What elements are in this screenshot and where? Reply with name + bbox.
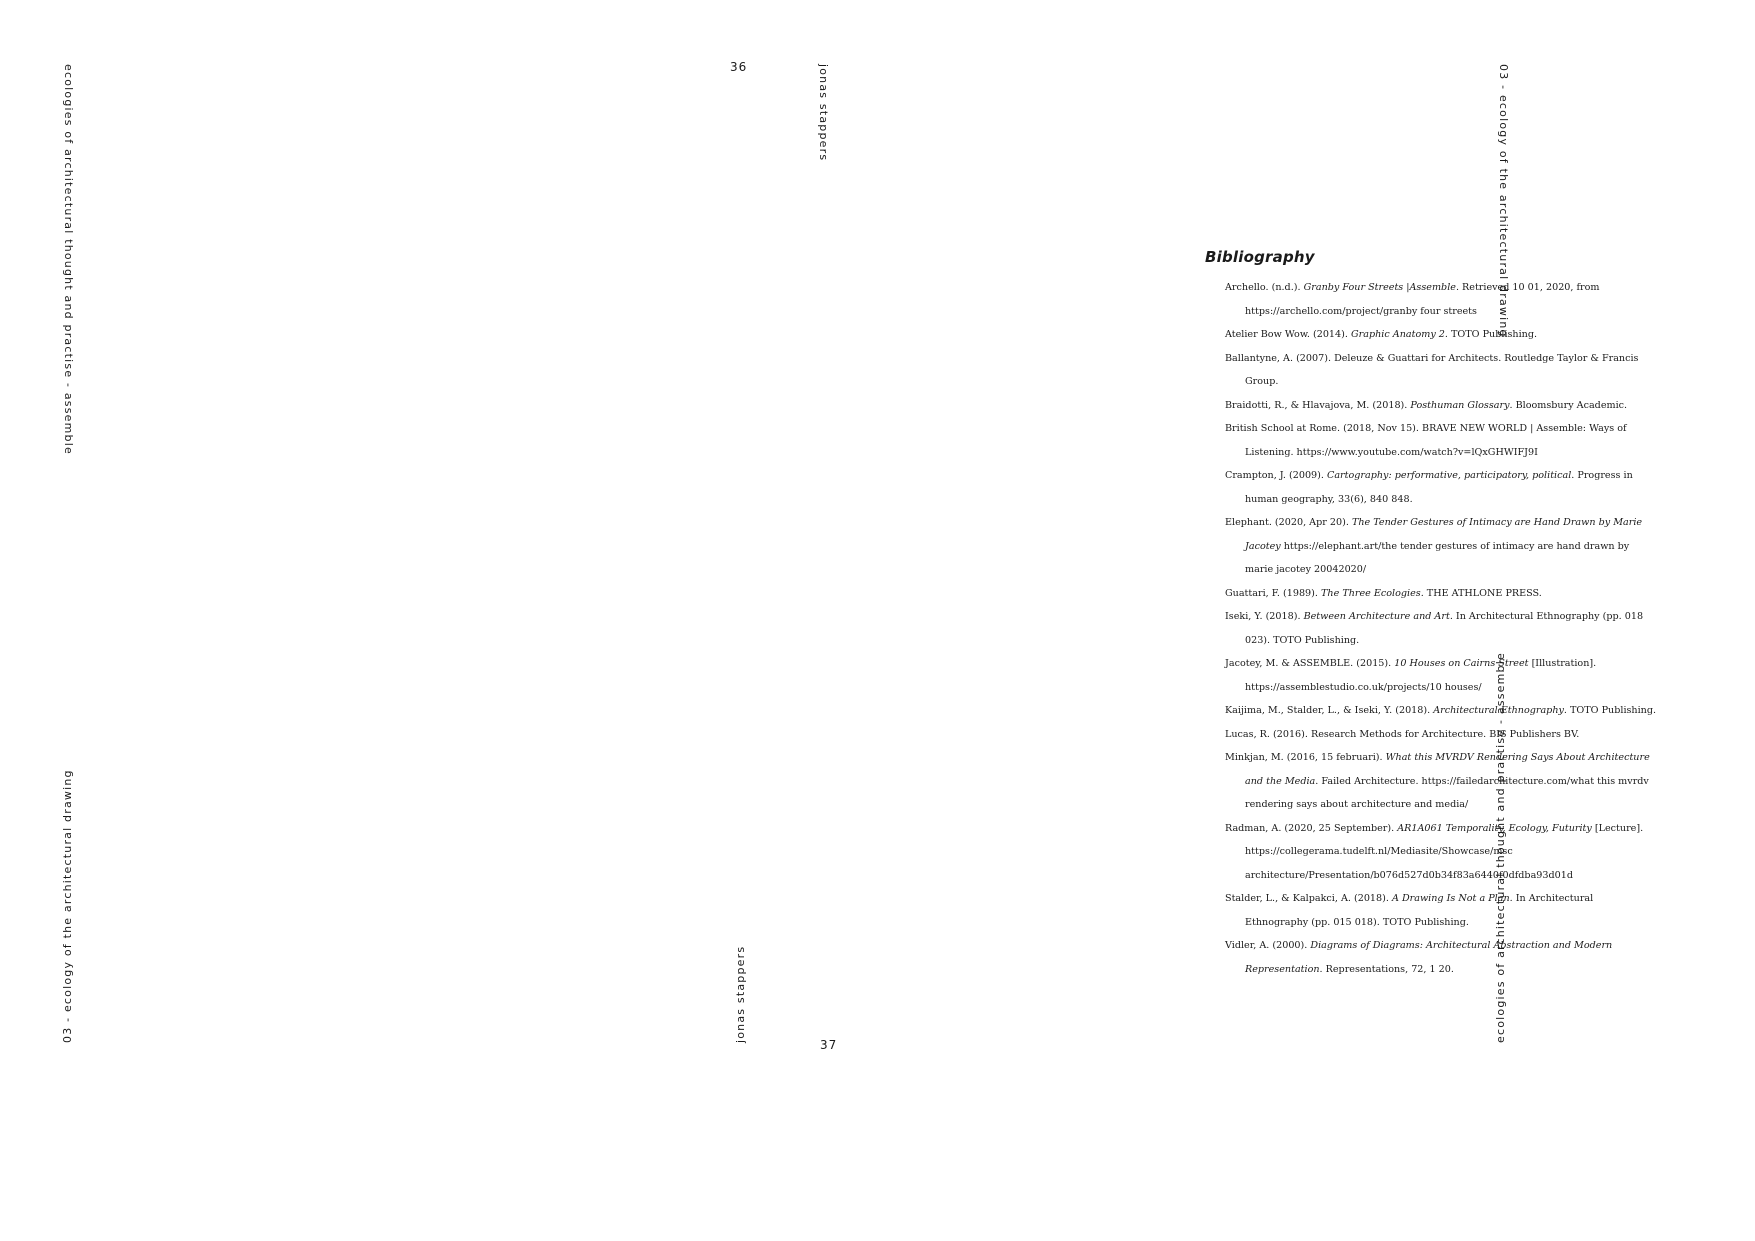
- bibliography-entry: [1225, 276, 1657, 323]
- entry-text: . Failed Architecture. https://failedarchitecture.com/what this mvrdv rendering says about architecture and media/: [1245, 775, 1649, 810]
- bibliography-entry: [1225, 582, 1657, 606]
- entry-title: The Three Ecologies: [1321, 587, 1421, 599]
- entry-text: Guattari, F. (1989).: [1225, 587, 1322, 599]
- entry-text: . Retrieved 10 01, 2020, from https://archello.com/project/granby four streets: [1245, 282, 1600, 317]
- entry-text: https://elephant.art/the tender gestures of intimacy are hand drawn by marie jacotey 20042020/: [1245, 540, 1630, 575]
- entry-text: Elephant. (2020, Apr 20).: [1225, 517, 1352, 528]
- left-page: [0, 0, 877, 1241]
- running-head-top-right: 03 - ecology of the architectural drawing: [1497, 64, 1510, 338]
- bibliography-entry: [1225, 394, 1657, 418]
- entry-text: Crampton, J. (2009).: [1225, 470, 1327, 481]
- entry-text: . Representations, 72, 1 20.: [1319, 963, 1454, 975]
- running-head-bottom-left: 03 - ecology of the architectural drawing: [61, 769, 74, 1043]
- entry-text: . TOTO Publishing.: [1563, 705, 1657, 716]
- author-name-top: jonas stappers: [817, 64, 830, 162]
- entry-title: Graphic Anatomy 2: [1351, 329, 1445, 340]
- bibliography-entry: [1225, 699, 1657, 723]
- entry-text: . In Architectural Ethnography (pp. 015 018). TOTO Publishing.: [1245, 893, 1594, 928]
- entry-text: Jacotey, M. & ASSEMBLE. (2015).: [1225, 658, 1395, 669]
- page-number-right: 37: [820, 1038, 838, 1052]
- entry-title: The Tender Gestures of Intimacy are Hand Drawn by Marie Jacotey: [1245, 517, 1643, 552]
- entry-text: Atelier Bow Wow. (2014).: [1225, 329, 1351, 340]
- entry-text: Minkjan, M. (2016, 15 februari).: [1225, 752, 1386, 763]
- bibliography-entry: [1225, 652, 1657, 699]
- entry-text: [Lecture]. https://collegerama.tudelft.nl/Mediasite/Showcase/msc architecture/Presentation/b076d527d0b34f83a6440f0dfdba93d01d: [1245, 822, 1644, 881]
- bibliography-entry: [1225, 323, 1657, 347]
- entry-text: British School at Rome. (2018, Nov 15). BRAVE NEW WORLD | Assemble: Ways of Listening. https://www.youtube.com/watch?v=lQxGHWIFJ9I: [1225, 423, 1627, 458]
- running-head-top-left: ecologies of architectural thought and practise - assemble: [62, 64, 75, 455]
- entry-title: Architectural Ethnography: [1433, 705, 1564, 716]
- running-head-bottom-right: ecologies of architectural thought and practise - assemble: [1494, 652, 1507, 1043]
- entry-text: Braidotti, R., & Hlavajova, M. (2018).: [1225, 399, 1411, 411]
- entry-title: What this MVRDV Rendering Says About Architecture and the Media: [1245, 752, 1650, 787]
- entry-text: [Illustration]. https://assemblestudio.co.uk/projects/10 houses/: [1245, 658, 1597, 693]
- entry-text: Vidler, A. (2000).: [1225, 940, 1311, 951]
- bibliography-entry: [1225, 464, 1657, 511]
- entry-text: . In Architectural Ethnography (pp. 018 023). TOTO Publishing.: [1245, 611, 1644, 646]
- bibliography-heading: Bibliography: [1205, 248, 1315, 266]
- entry-title: Diagrams of Diagrams: Architectural Abstraction and Modern Representation: [1245, 940, 1613, 975]
- entry-text: Ballantyne, A. (2007). Deleuze & Guattari for Architects. Routledge Taylor & Francis Group.: [1225, 352, 1639, 387]
- bibliography-entry: [1225, 417, 1657, 464]
- page-number-left: 36: [730, 60, 748, 74]
- bibliography-entry: [1225, 511, 1657, 582]
- entry-text: . Progress in human geography, 33(6), 840 848.: [1245, 470, 1633, 505]
- entry-text: Kaijima, M., Stalder, L., & Iseki, Y. (2018).: [1225, 705, 1434, 716]
- entry-text: . TOTO Publishing.: [1444, 329, 1538, 340]
- entry-text: Iseki, Y. (2018).: [1225, 611, 1304, 622]
- bibliography-list: [1205, 276, 1657, 981]
- entry-text: . Bloomsbury Academic.: [1509, 399, 1628, 411]
- entry-text: Lucas, R. (2016). Research Methods for Architecture. BIS Publishers BV.: [1225, 728, 1580, 740]
- entry-text: Radman, A. (2020, 25 September).: [1225, 822, 1398, 834]
- entry-title: A Drawing Is Not a Plan: [1391, 893, 1510, 904]
- entry-title: Cartography: performative, participatory, political: [1327, 470, 1572, 481]
- entry-title: Granby Four Streets |Assemble: [1303, 282, 1456, 293]
- bibliography-entry: [1225, 347, 1657, 394]
- entry-text: Stalder, L., & Kalpakci, A. (2018).: [1225, 893, 1392, 904]
- bibliography-entry: [1225, 723, 1657, 747]
- bibliography-section: [1205, 248, 1657, 981]
- bibliography-entry: [1225, 605, 1657, 652]
- entry-title: Between Architecture and Art: [1303, 611, 1450, 622]
- bibliography-entry: [1225, 934, 1657, 981]
- entry-text: . THE ATHLONE PRESS.: [1420, 587, 1542, 599]
- entry-title: AR1A061 Temporality, Ecology, Futurity: [1397, 822, 1592, 834]
- bibliography-entry: [1225, 746, 1657, 817]
- entry-title: 10 Houses on Cairns Street: [1394, 658, 1529, 669]
- bibliography-entry: [1225, 817, 1657, 888]
- entry-text: Archello. (n.d.).: [1225, 282, 1304, 293]
- entry-title: Posthuman Glossary: [1410, 399, 1510, 411]
- author-name-bottom: jonas stappers: [734, 945, 747, 1043]
- bibliography-entry: [1225, 887, 1657, 934]
